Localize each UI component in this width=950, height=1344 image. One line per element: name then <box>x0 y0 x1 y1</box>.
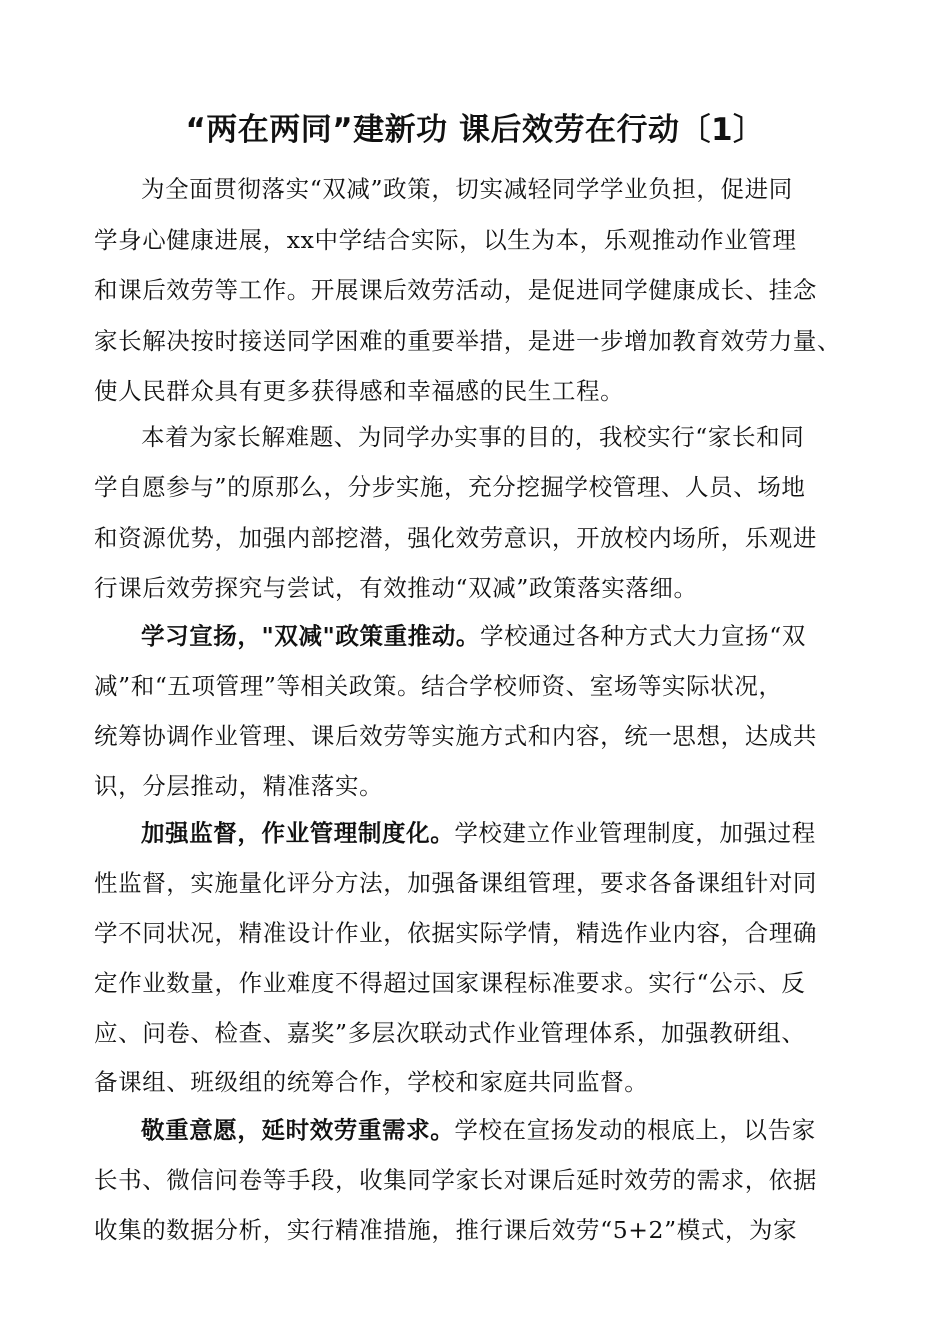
paragraph-4-line-5: 应、问卷、检查、嘉奖”多层次联动式作业管理体系，加强教研组、 <box>94 1019 806 1047</box>
paragraph-3-line-1 <box>141 619 806 653</box>
paragraph-1-line-1: 为全面贯彻落实“双减”政策，切实减轻同学学业负担，促进同 <box>141 175 793 203</box>
paragraph-5-line-3: 收集的数据分析，实行精准措施，推行课后效劳“5+2”模式，为家 <box>94 1216 798 1244</box>
paragraph-2-line-4: 行课后效劳探究与尝试，有效推动“双减”政策落实落细。 <box>94 574 698 602</box>
paragraph-2-line-1: 本着为家长解难题、为同学办实事的目的，我校实行“家长和同 <box>141 423 805 451</box>
paragraph-4-line-4: 定作业数量，作业难度不得超过国家课程标准要求。实行“公示、反 <box>94 969 806 997</box>
paragraph-3-line-4: 识，分层推动，精准落实。 <box>94 772 384 800</box>
paragraph-2-line-2: 学自愿参与”的原那么，分步实施，充分挖掘学校管理、人员、场地 <box>94 473 806 501</box>
paragraph-3-line-2: 减”和“五项管理”等相关政策。结合学校师资、室场等实际状况， <box>94 672 783 700</box>
paragraph-1-line-3: 和课后效劳等工作。开展课后效劳活动，是促进同学健康成长、挂念 <box>94 276 817 304</box>
paragraph-1-line-5: 使人民群众具有更多获得感和幸福感的民生工程。 <box>94 377 625 405</box>
paragraph-4-lead: 加强监督，作业管理制度化。 <box>141 819 455 847</box>
paragraph-4-line-2: 性监督，实施量化评分方法，加强备课组管理，要求各备课组针对同 <box>94 869 817 897</box>
paragraph-5-lead: 敬重意愿，延时效劳重需求。 <box>141 1116 455 1144</box>
paragraph-3-lead: 学习宣扬，"双减"政策重推动。 <box>141 622 480 650</box>
paragraph-1-line-2: 学身心健康进展，xx中学结合实际，以生为本，乐观推动作业管理 <box>94 226 797 254</box>
document-title: “两在两同”建新功 课后效劳在行动〔1〕 <box>185 112 765 148</box>
paragraph-4-line-1-text: 学校建立作业管理制度，加强过程 <box>454 819 816 847</box>
paragraph-4-line-6: 备课组、班级组的统筹合作，学校和家庭共同监督。 <box>94 1068 649 1096</box>
paragraph-1-line-4: 家长解决按时接送同学困难的重要举措，是进一步增加教育效劳力量、 <box>94 327 842 355</box>
paragraph-5-line-1-text: 学校在宣扬发动的根底上，以告家 <box>454 1116 816 1144</box>
paragraph-5-line-2: 长书、微信问卷等手段，收集同学家长对课后延时效劳的需求，依据 <box>94 1166 817 1194</box>
paragraph-2-line-3: 和资源优势，加强内部挖潜，强化效劳意识，开放校内场所，乐观进 <box>94 524 817 552</box>
paragraph-3-line-1-text: 学校通过各种方式大力宣扬“双 <box>480 622 806 650</box>
paragraph-3-line-3: 统筹协调作业管理、课后效劳等实施方式和内容，统一思想，达成共 <box>94 722 817 750</box>
paragraph-4-line-3: 学不同状况，精准设计作业，依据实际学情，精选作业内容，合理确 <box>94 919 817 947</box>
paragraph-4-line-1 <box>141 816 816 850</box>
paragraph-5-line-1 <box>141 1113 816 1147</box>
